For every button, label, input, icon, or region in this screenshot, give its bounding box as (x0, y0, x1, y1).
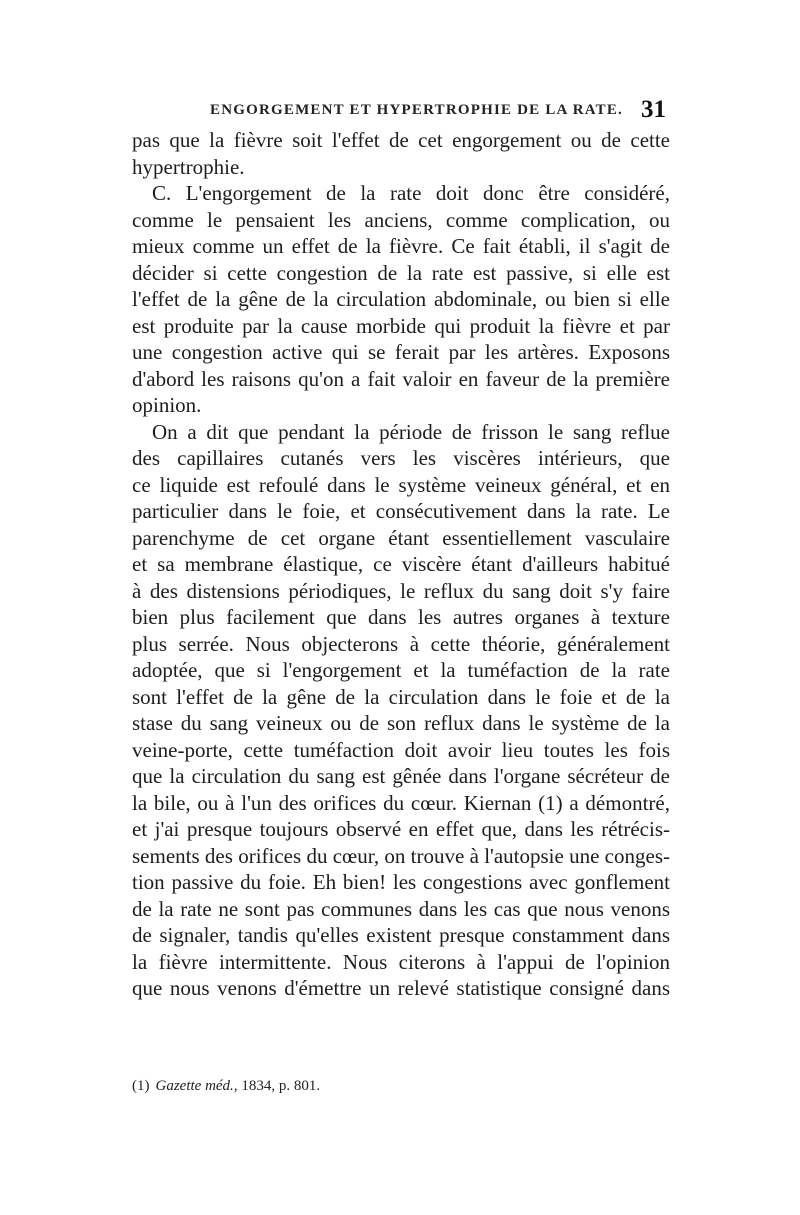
text-line: et sa membrane élastique, ce viscère étant d'ailleurs habitué (132, 552, 670, 576)
text-line: est produite par la cause morbide qui produit la fièvre et par (132, 313, 670, 338)
text-line: une congestion active qui se ferait par les artères. Exposons (132, 340, 670, 364)
footnote (132, 1078, 670, 1095)
text-line: pas que la fièvre soit l'effet de cet engorgement ou de cette (132, 128, 670, 152)
text-line: et j'ai presque toujours observé en effet que, dans les rétrécis- (132, 817, 670, 841)
text-line: particulier dans le foie, et consécutivement dans la rate. Le (132, 499, 670, 523)
text-line: adoptée, que si l'engorgement et la tuméfaction de la rate (132, 658, 670, 682)
text-line: que la circulation du sang est gênée dans l'organe sécréteur de (132, 764, 670, 788)
text-line: opinion. (132, 393, 202, 417)
text-line: sont l'effet de la gêne de la circulation dans le foie et de la (132, 684, 670, 709)
text-line: l'effet de la gêne de la circulation abdominale, ou bien si elle (132, 287, 670, 311)
text-line: à des distensions périodiques, le reflux du sang doit s'y faire (132, 578, 670, 603)
text-line: parenchyme de cet organe étant essentiellement vasculaire (132, 525, 670, 550)
text-line: de la rate ne sont pas communes dans les cas que nous venons (132, 896, 670, 921)
text-line: que nous venons d'émettre un relevé statistique consigné dans (132, 976, 670, 1000)
text-line: des capillaires cutanés vers les viscères intérieurs, que (132, 446, 670, 470)
text-line: d'abord les raisons qu'on a fait valoir en faveur de la première (132, 366, 670, 391)
body-text (132, 127, 670, 1002)
text-line: tion passive du foie. Eh bien! les congestions avec gonflement (132, 870, 670, 894)
footnote-mark: (1) (132, 1078, 150, 1094)
text-line: veine-porte, cette tuméfaction doit avoir lieu toutes les fois (132, 737, 670, 762)
text-line: la fièvre intermittente. Nous citerons à l'appui de l'opinion (132, 949, 670, 974)
footnote-citation: , 1834, p. 801. (233, 1078, 321, 1094)
text-line: hypertrophie. (132, 154, 245, 179)
text-line: bien plus facilement que dans les autres organes à texture (132, 605, 670, 629)
running-head (132, 96, 670, 126)
text-line: comme le pensaient les anciens, comme complication, ou (132, 207, 670, 232)
text-line: ce liquide est refoulé dans le système veineux général, et en (132, 472, 670, 497)
page-number: 31 (641, 96, 666, 123)
text-line: On a dit que pendant la période de frisson le sang reflue (152, 419, 670, 444)
text-line: plus serrée. Nous objecterons à cette théorie, généralement (132, 631, 670, 656)
text-line: la bile, ou à l'un des orifices du cœur. Kiernan (1) a démontré, (132, 790, 670, 815)
text-line: sements des orifices du cœur, on trouve à l'autopsie une conges- (132, 843, 670, 868)
text-line: décider si cette congestion de la rate est passive, si elle est (132, 260, 670, 285)
text-line: de signaler, tandis qu'elles existent presque constamment dans (132, 923, 670, 947)
text-line: C. L'engorgement de la rate doit donc être considéré, (152, 181, 670, 205)
running-title: ENGORGEMENT ET HYPERTROPHIE DE LA RATE. (210, 102, 624, 118)
footnote-journal: Gazette méd. (155, 1078, 234, 1094)
text-line: mieux comme un effet de la fièvre. Ce fait établi, il s'agit de (132, 234, 670, 258)
text-line: stase du sang veineux ou de son reflux dans le système de la (132, 711, 670, 735)
